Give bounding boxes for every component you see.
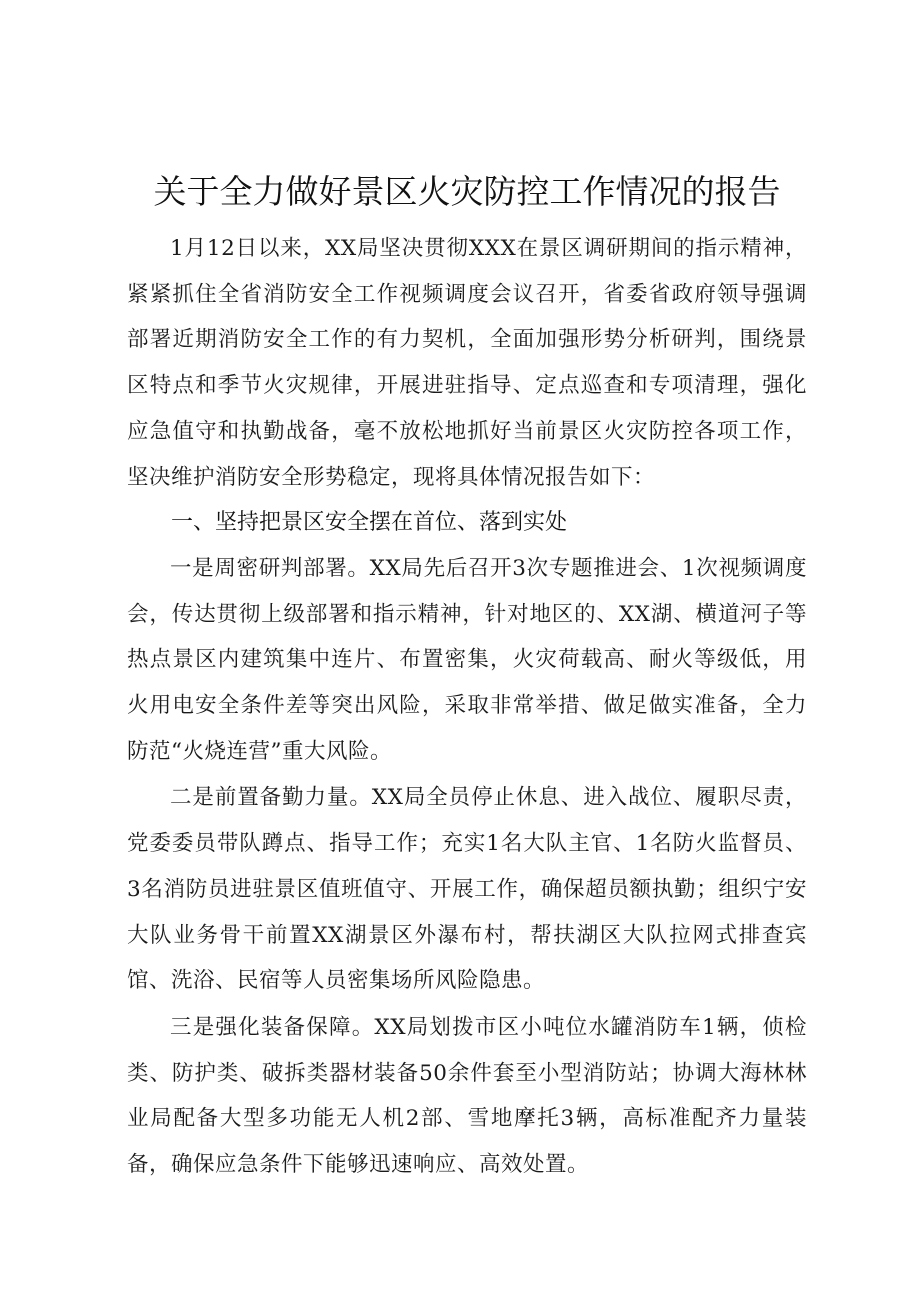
paragraph-deployment: 一是周密研判部署。XX局先后召开3次专题推进会、1次视频调度会，传达贯彻上级部署和指示精神，针对地区的、XX湖、横道河子等热点景区内建筑集中连片、布置密集，火灾荷载高、耐火等级低，用火用电安全条件差等突出风险，采取非常举措、做足做实准备，全力防范“火烧连营”重大风险。 <box>127 555 807 764</box>
document-title: 关于全力做好景区火灾防控工作情况的报告 <box>153 172 781 211</box>
document-body <box>127 168 807 1188</box>
intro-paragraph: 1月12日以来，XX局坚决贯彻XXX在景区调研期间的指示精神，紧紧抓住全省消防安全工作视频调度会议召开，省委省政府领导强调部署近期消防安全工作的有力契机，全面加强形势分析研判，围绕景区特点和季节火灾规律，开展进驻指导、定点巡查和专项清理，强化应急值守和执勤战备，毫不放松地抓好当前景区火灾防控各项工作，坚决维护消防安全形势稳定，现将具体情况报告如下： <box>127 236 807 490</box>
section-heading-1: 一、坚持把景区安全摆在首位、落到实处 <box>171 510 568 536</box>
paragraph-equipment: 三是强化装备保障。XX局划拨市区小吨位水罐消防车1辆，侦检类、防护类、破拆类器材装备50余件套至小型消防站；协调大海林林业局配备大型多功能无人机2部、雪地摩托3辆，高标准配齐力量装备，确保应急条件下能够迅速响应、高效处置。 <box>127 1014 807 1178</box>
paragraph-standby-force: 二是前置备勤力量。XX局全员停止休息、进入战位、履职尽责，党委委员带队蹲点、指导工作；充实1名大队主官、1名防火监督员、3名消防员进驻景区值班值守、开展工作，确保超员额执勤；组织宁安大队业务骨干前置XX湖景区外瀑布村，帮扶湖区大队拉网式排查宾馆、洗浴、民宿等人员密集场所风险隐患。 <box>127 785 807 994</box>
